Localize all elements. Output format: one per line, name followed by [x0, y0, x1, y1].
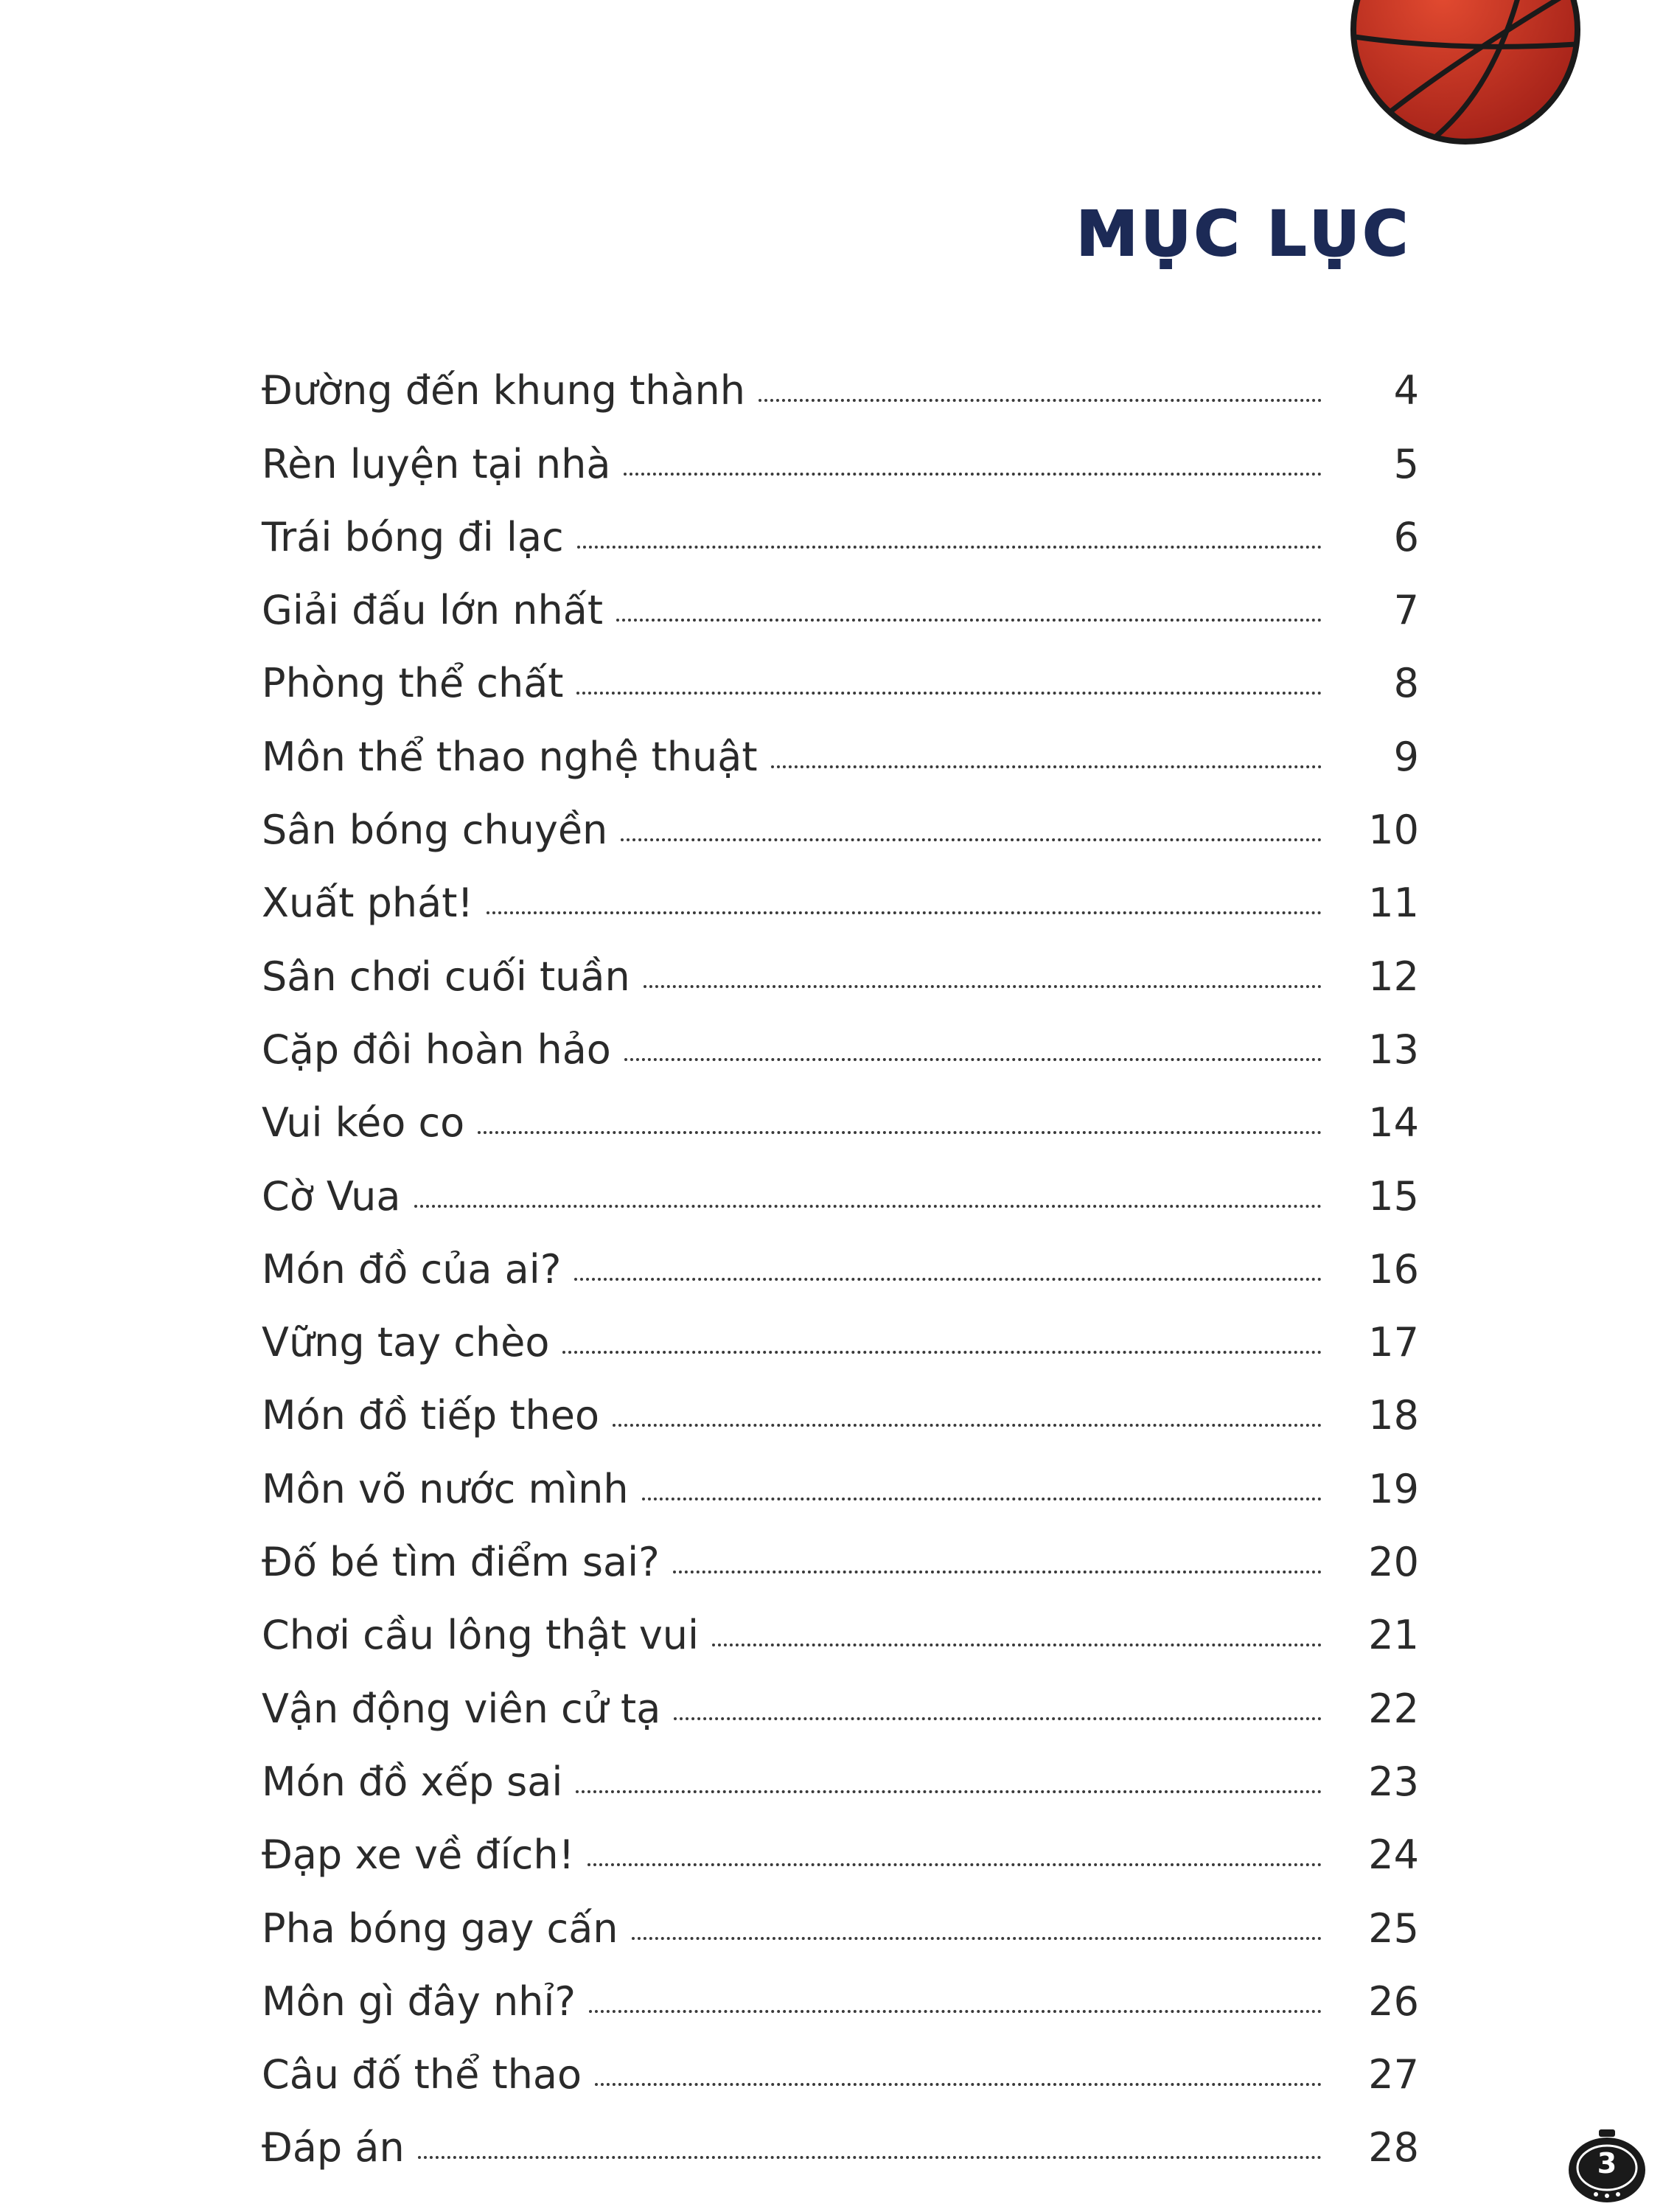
- toc-entry-label: Môn thể thao nghệ thuật: [262, 733, 758, 780]
- toc-entry: [262, 2022, 1419, 2098]
- toc-entry-label: Món đồ tiếp theo: [262, 1392, 599, 1439]
- toc-entry-page: 12: [1368, 953, 1419, 1000]
- toc-dot-leader: [418, 2156, 1322, 2159]
- toc-entry-page: 10: [1368, 807, 1419, 854]
- toc-entry: [262, 923, 1419, 1000]
- toc-entry-page: 24: [1368, 1832, 1419, 1879]
- toc-entry: [262, 1729, 1419, 1805]
- toc-entry-page: 4: [1393, 367, 1419, 414]
- toc-entry: [262, 1436, 1419, 1512]
- toc-entry-label: Xuất phát!: [262, 880, 474, 927]
- toc-entry: [262, 411, 1419, 487]
- toc-entry-page: 27: [1368, 2051, 1419, 2098]
- toc-entry-page: 28: [1368, 2124, 1419, 2171]
- toc-entry-page: 13: [1368, 1026, 1419, 1073]
- toc-entry-label: Món đồ của ai?: [262, 1245, 562, 1293]
- toc-dot-leader: [642, 1498, 1322, 1500]
- toc-entry: [262, 338, 1419, 414]
- toc-entry: [262, 777, 1419, 854]
- toc-entry-label: Chơi cầu lông thật vui: [262, 1612, 700, 1659]
- toc-entry-page: 17: [1368, 1319, 1419, 1366]
- toc-entry-page: 21: [1368, 1612, 1419, 1659]
- toc-entry-label: Đạp xe về đích!: [262, 1832, 575, 1879]
- toc-dot-leader: [588, 1863, 1322, 1866]
- toc-entry-label: Cờ Vua: [262, 1172, 401, 1220]
- toc-entry-label: Giải đấu lớn nhất: [262, 587, 604, 634]
- toc-entry-label: Vận động viên cử tạ: [262, 1685, 661, 1732]
- toc-entry-page: 14: [1368, 1099, 1419, 1147]
- toc-entry-label: Pha bóng gay cấn: [262, 1905, 618, 1952]
- toc-entry-page: 23: [1368, 1758, 1419, 1805]
- toc-dot-leader: [624, 1058, 1322, 1061]
- toc-dot-leader: [487, 911, 1322, 914]
- toc-dot-leader: [712, 1644, 1322, 1646]
- toc-dot-leader: [632, 1937, 1322, 1940]
- toc-dot-leader: [595, 2083, 1322, 2086]
- toc-dot-leader: [576, 692, 1322, 695]
- toc-entry: [262, 1363, 1419, 1439]
- toc-entry: [262, 703, 1419, 780]
- toc-entry: [262, 850, 1419, 927]
- toc-entry-label: Vững tay chèo: [262, 1319, 550, 1366]
- toc-entry-label: Sân chơi cuối tuần: [262, 953, 630, 1000]
- toc-entry-page: 8: [1393, 660, 1419, 707]
- toc-entry-label: Sân bóng chuyền: [262, 807, 608, 854]
- toc-dot-leader: [589, 2010, 1322, 2013]
- toc-entry-page: 5: [1393, 440, 1419, 487]
- toc-entry-page: 6: [1393, 513, 1419, 560]
- toc-entry: [262, 1582, 1419, 1659]
- toc-entry-label: Phòng thể chất: [262, 660, 564, 707]
- toc-dot-leader: [414, 1205, 1322, 1208]
- toc-entry-page: 26: [1368, 1978, 1419, 2025]
- page-number: 3: [1597, 2147, 1617, 2180]
- toc-entry: [262, 1070, 1419, 1147]
- toc-dot-leader: [673, 1571, 1322, 1573]
- toc-entry-label: Môn gì đây nhỉ?: [262, 1978, 576, 2025]
- toc-entry-page: 15: [1368, 1172, 1419, 1220]
- toc-entry-label: Đường đến khung thành: [262, 367, 745, 414]
- toc-entry-label: Cặp đôi hoàn hảo: [262, 1026, 611, 1073]
- toc-entry-label: Món đồ xếp sai: [262, 1758, 563, 1805]
- toc-entry-page: 9: [1393, 733, 1419, 780]
- toc-entry-label: Môn võ nước mình: [262, 1465, 629, 1512]
- toc-entry: [262, 557, 1419, 634]
- toc-entry: [262, 1655, 1419, 1732]
- toc-dot-leader: [562, 1351, 1322, 1354]
- toc-entry-page: 16: [1368, 1245, 1419, 1293]
- toc-entry-page: 20: [1368, 1539, 1419, 1586]
- toc-entry-label: Đố bé tìm điểm sai?: [262, 1539, 660, 1586]
- toc-dot-leader: [644, 985, 1322, 988]
- toc-entry-label: Vui kéo co: [262, 1099, 465, 1147]
- toc-entry: [262, 1290, 1419, 1366]
- page-title: MỤC LỤC: [1076, 198, 1412, 270]
- table-of-contents: [262, 338, 1419, 2171]
- toc-entry: [262, 1509, 1419, 1586]
- toc-entry: [262, 997, 1419, 1073]
- toc-dot-leader: [624, 473, 1322, 476]
- toc-dot-leader: [759, 399, 1322, 402]
- toc-dot-leader: [613, 1424, 1322, 1427]
- toc-entry-label: Đáp án: [262, 2124, 405, 2171]
- toc-dot-leader: [674, 1717, 1322, 1720]
- toc-dot-leader: [621, 838, 1322, 841]
- toc-entry-page: 22: [1368, 1685, 1419, 1732]
- toc-entry-page: 25: [1368, 1905, 1419, 1952]
- toc-dot-leader: [574, 1278, 1322, 1281]
- toc-entry: [262, 1217, 1419, 1293]
- toc-entry-page: 11: [1368, 880, 1419, 927]
- toc-dot-leader: [478, 1131, 1322, 1134]
- toc-entry: [262, 1143, 1419, 1220]
- toc-dot-leader: [771, 765, 1322, 768]
- toc-entry: [262, 630, 1419, 707]
- toc-entry: [262, 484, 1419, 560]
- toc-dot-leader: [616, 619, 1322, 622]
- toc-entry-page: 18: [1368, 1392, 1419, 1439]
- toc-entry-label: Trái bóng đi lạc: [262, 513, 564, 560]
- toc-entry: [262, 2095, 1419, 2171]
- toc-entry-label: Câu đố thể thao: [262, 2051, 582, 2098]
- toc-entry-page: 19: [1368, 1465, 1419, 1512]
- toc-entry: [262, 1875, 1419, 1952]
- toc-dot-leader: [577, 546, 1322, 549]
- toc-dot-leader: [576, 1790, 1322, 1793]
- toc-entry-label: Rèn luyện tại nhà: [262, 440, 611, 487]
- toc-entry: [262, 1802, 1419, 1879]
- basketball-icon: [1347, 0, 1583, 147]
- toc-entry-page: 7: [1393, 587, 1419, 634]
- toc-entry: [262, 1949, 1419, 2025]
